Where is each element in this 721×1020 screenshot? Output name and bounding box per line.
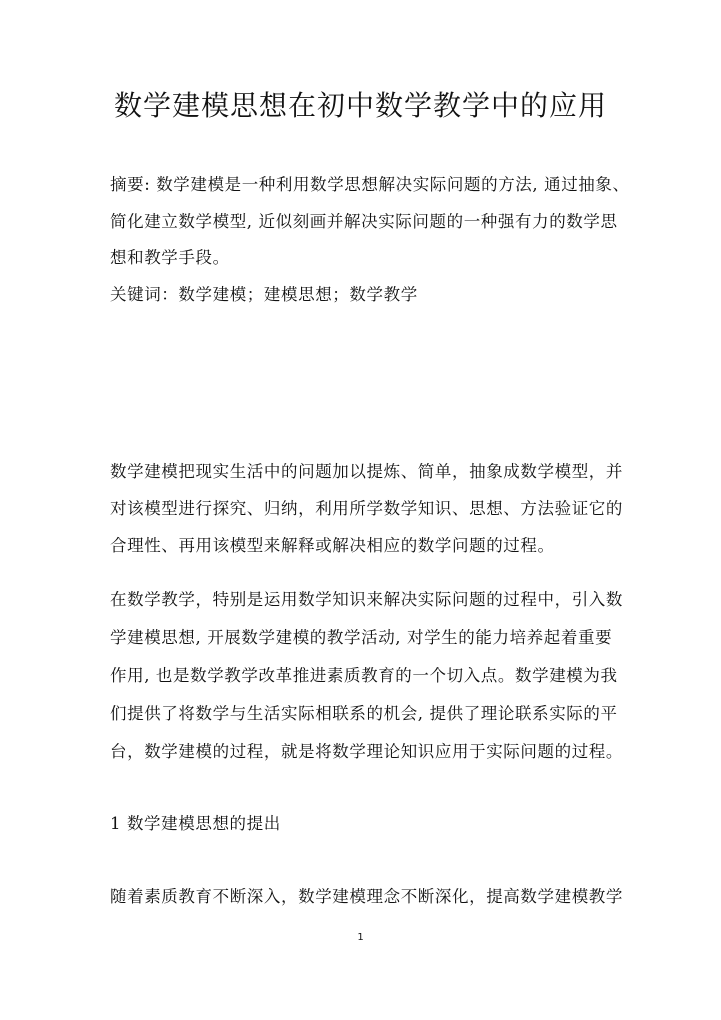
paragraph-line: 对该模型进行探究、归纳，利用所学数学知识、思想、方法验证它的: [110, 499, 623, 518]
paragraph-line: 在数学教学，特别是运用数学知识来解决实际问题的过程中，引入数: [110, 590, 623, 609]
paragraph-line: 作用, 也是数学教学改革推进素质教育的一个切入点。数学建模为我: [110, 666, 618, 685]
page-title: 数学建模思想在初中数学教学中的应用: [113, 89, 607, 122]
paragraph-line: 合理性、再用该模型来解释或解决相应的数学问题的过程。: [110, 536, 555, 555]
keywords: 关键词：数学建模；建模思想；数学教学: [110, 285, 418, 304]
paragraph-line: 台，数学建模的过程，就是将数学理论知识应用于实际问题的过程。: [110, 742, 623, 761]
page-number: 1: [357, 932, 364, 943]
abstract-line: 简化建立数学模型, 近似刻画并解决实际问题的一种强有力的数学思: [110, 212, 618, 231]
paragraph-line: 随着素质教育不断深入，数学建模理念不断深化，提高数学建模教学: [110, 887, 623, 906]
paragraph-line: 们提供了将数学与生活实际相联系的机会, 提供了理论联系实际的平: [110, 704, 618, 723]
paragraph-line: 学建模思想, 开展数学建模的教学活动, 对学生的能力培养起着重要: [110, 628, 613, 647]
abstract-line: 想和教学手段。: [110, 248, 230, 267]
section-heading: 1 数学建模思想的提出: [110, 814, 281, 833]
paragraph-line: 数学建模把现实生活中的问题加以提炼、简单，抽象成数学模型，并: [110, 462, 623, 481]
abstract-line: 摘要: 数学建模是一种利用数学思想解决实际问题的方法, 通过抽象、: [110, 175, 630, 194]
